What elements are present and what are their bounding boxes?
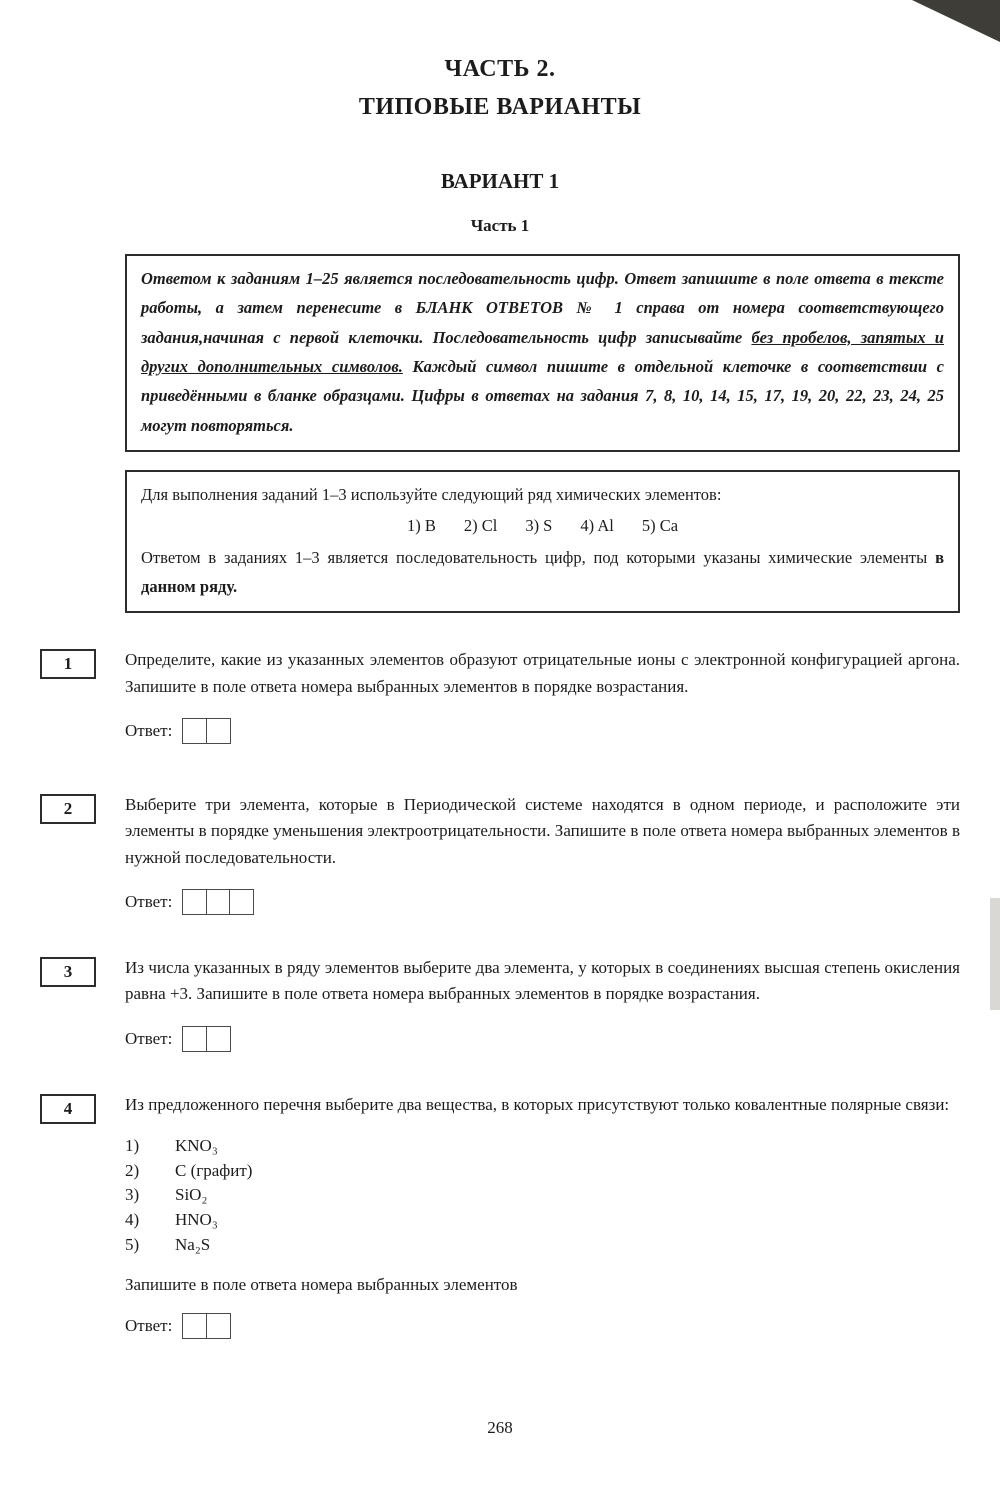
task-4-answer-label: Ответ:: [125, 1316, 173, 1336]
task-2-text: Выберите три элемента, которые в Периодической системе находятся в одном периоде, и расположите эти элементы в порядке уменьшения электроотрицательности. Запишите в поле ответа номера выбранных элементов в нужной последовательности.: [125, 795, 960, 867]
answer-cell: [182, 1026, 207, 1052]
page-number: 268: [487, 1418, 513, 1437]
variant-title: ВАРИАНТ 1: [440, 168, 560, 193]
task-1-text: Определите, какие из указанных элементов образуют отрицательные ионы с электронной конфигурацией аргона. Запишите в поле ответа номера выбранных элементов в порядке возрастания.: [125, 650, 960, 696]
task-3-answer-cells: [182, 1026, 231, 1052]
task-4-text: Из предложенного перечня выберите два вещества, в которых присутствуют только ковалентные полярные связи:: [125, 1094, 950, 1114]
task-4-number-box: [40, 1094, 96, 1124]
option-4-number: 4): [125, 1210, 140, 1230]
instruction-box: [125, 254, 960, 452]
task-2-answer-cells: [182, 889, 254, 915]
task-1-answer-row: [125, 718, 960, 744]
option-3-number: 3): [125, 1185, 140, 1205]
task-4-answer-row: [125, 1313, 960, 1339]
answer-cell: [206, 889, 231, 915]
option-2-formula: C (графит): [175, 1160, 253, 1180]
element-option-5: 5) Ca: [641, 516, 679, 536]
task-1-number: 1: [63, 654, 73, 674]
task-3: [63, 955, 960, 1052]
chapter-title-line2: ТИПОВЫЕ ВАРИАНТЫ: [358, 94, 642, 121]
option-row: [125, 1159, 960, 1184]
answer-cell: [229, 889, 254, 915]
chapter-title-line1: ЧАСТЬ 2.: [444, 56, 556, 82]
option-row: [125, 1208, 960, 1233]
option-2-number: 2): [125, 1160, 140, 1180]
task-2: [63, 792, 960, 915]
task-4-options: [125, 1134, 960, 1257]
instruction-text-1: Ответом к заданиям 1–25 является последовательность цифр. Ответ запишите в поле ответа в тексте работы, а затем перенесите в БЛАНК ОТВЕТОВ № 1 справа от номера соответствующего задания,начиная с первой клеточки. Последовательность цифр записывайте: [141, 268, 944, 347]
task-1-answer-label: Ответ:: [125, 721, 173, 741]
option-row: [125, 1183, 960, 1208]
option-1-formula: KNO₃: [175, 1136, 218, 1156]
task-1-number-box: [40, 649, 96, 679]
task-3-text: Из числа указанных в ряду элементов выберите два элемента, у которых в соединениях высшая степень окисления равна +3. Запишите в поле ответа номера выбранных элементов в порядке возрастания.: [125, 958, 960, 1004]
task-2-answer-row: [125, 889, 960, 915]
answer-cell: [182, 718, 207, 744]
task-4-number: 4: [63, 1098, 73, 1118]
element-option-3: 3) S: [525, 516, 553, 536]
task-2-number: 2: [63, 799, 73, 819]
elements-box-line2: [141, 543, 944, 602]
elements-series-box: [125, 470, 960, 613]
option-5-number: 5): [125, 1234, 140, 1254]
task-3-number-box: [40, 957, 96, 987]
task-4-footer: Запишите в поле ответа номера выбранных элементов: [125, 1275, 518, 1295]
option-row: [125, 1134, 960, 1159]
instruction-text-2: Каждый символ пишите в отдельной клеточке в соответствии с приведёнными в бланке образцами. Цифры в ответах на задания 7, 8, 10, 14, 15, 17, 19, 20, 22, 23, 24, 25 могут повторяться.: [141, 356, 944, 435]
task-2-answer-label: Ответ:: [125, 892, 173, 912]
elements-box-line2-text: Ответом в заданиях 1–3 является последовательность цифр, под которыми указаны химические элементы: [141, 547, 936, 567]
element-option-2: 2) Cl: [463, 516, 498, 536]
answer-cell: [206, 1313, 231, 1339]
task-2-number-box: [40, 794, 96, 824]
elements-box-line2-bold: в данном ряду.: [141, 547, 944, 597]
option-3-formula: SiO₂: [175, 1185, 208, 1205]
option-1-number: 1): [125, 1136, 140, 1156]
option-5-formula: Na₂S: [175, 1234, 211, 1254]
chemical-elements-row: [141, 511, 944, 540]
answer-cell: [182, 1313, 207, 1339]
element-option-4: 4) Al: [580, 516, 614, 536]
answer-cell: [206, 1026, 231, 1052]
elements-box-line1: Для выполнения заданий 1–3 используйте следующий ряд химических элементов:: [141, 484, 722, 504]
task-4: [63, 1092, 960, 1340]
task-4-answer-cells: [182, 1313, 231, 1339]
answer-cell: [206, 718, 231, 744]
instruction-text-underlined: без пробелов, запятых и других дополнительных символов.: [141, 327, 944, 376]
page-edge-scan-artifact: [990, 898, 1000, 1010]
task-3-answer-label: Ответ:: [125, 1028, 173, 1048]
element-option-1: 1) B: [406, 516, 436, 536]
task-3-number: 3: [63, 962, 73, 982]
part-title: Часть 1: [470, 215, 530, 235]
answer-cell: [182, 889, 207, 915]
chapter-header: [0, 0, 1000, 127]
task-3-answer-row: [125, 1026, 960, 1052]
task-1: [63, 647, 960, 744]
option-4-formula: HNO₃: [175, 1210, 218, 1230]
task-1-answer-cells: [182, 718, 231, 744]
option-row: [125, 1233, 960, 1258]
